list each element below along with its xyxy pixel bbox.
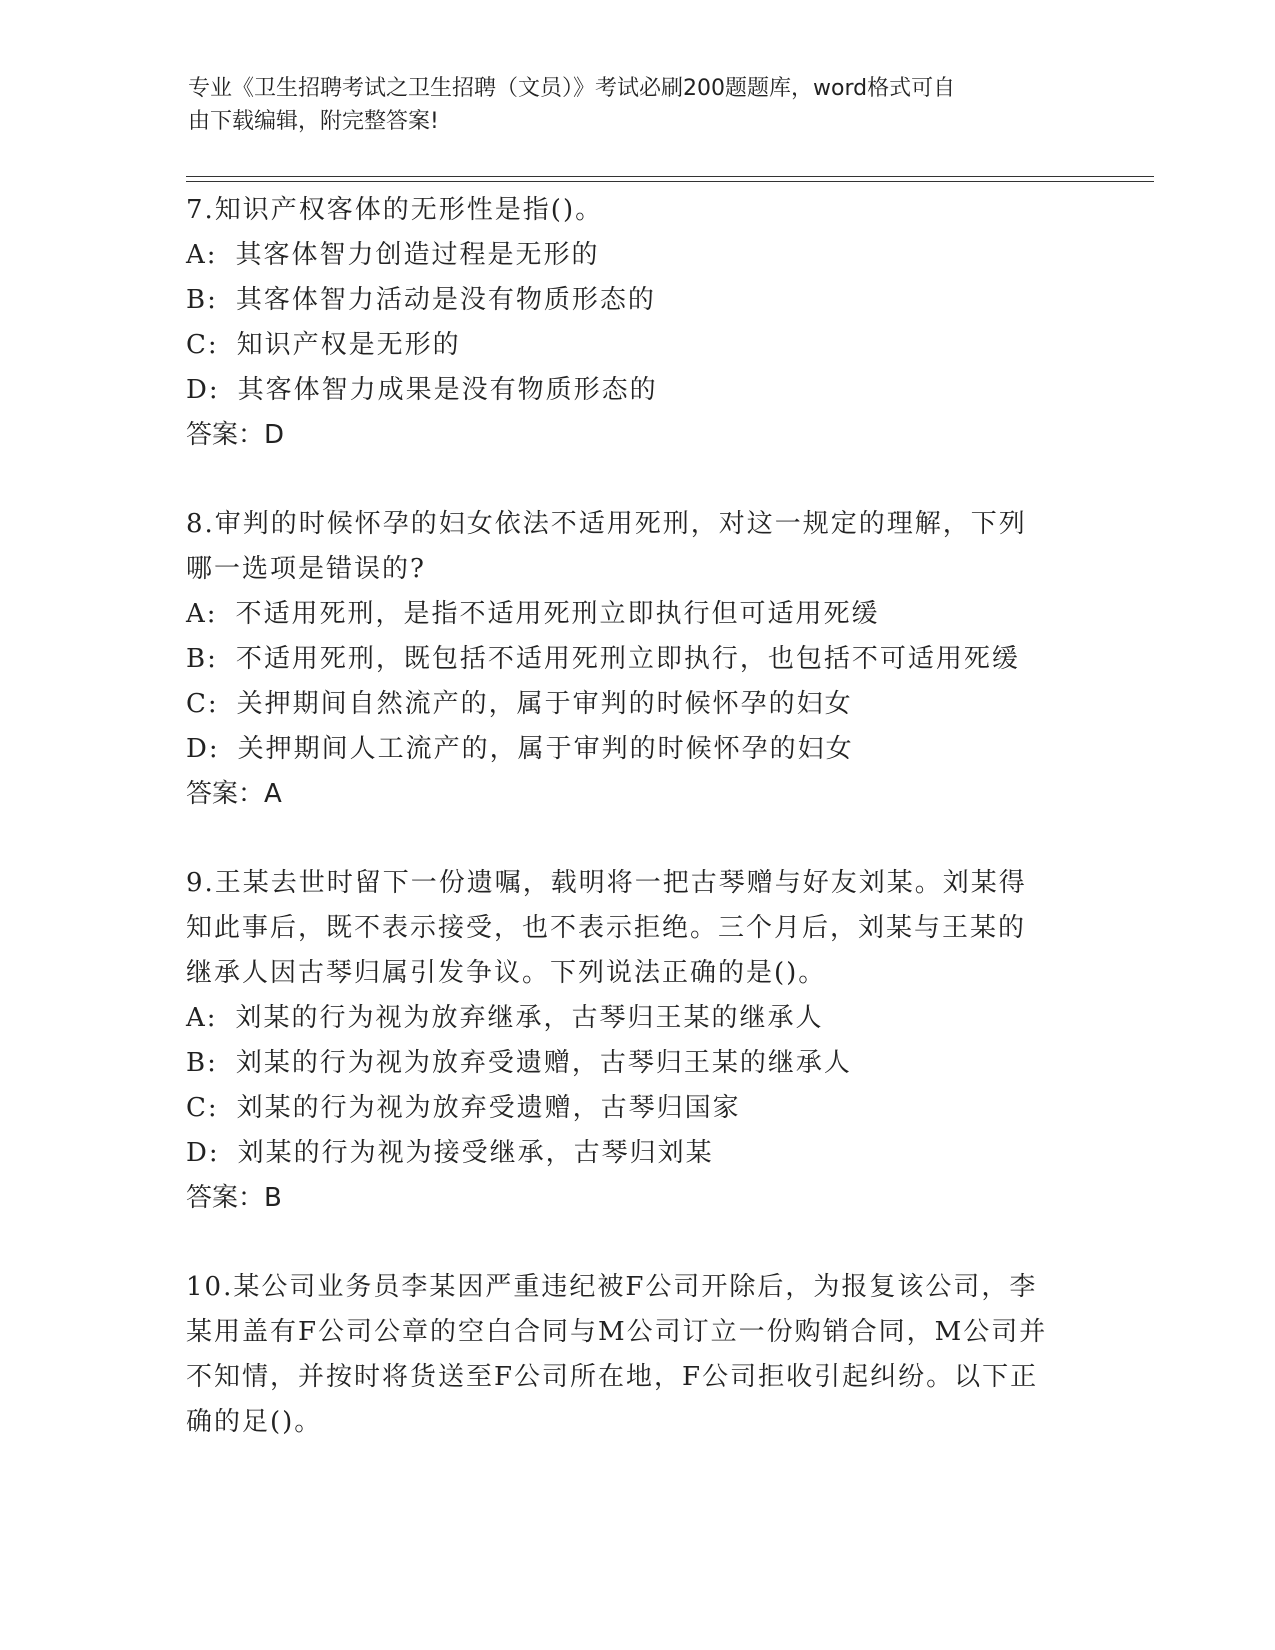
question-stem-line: 10.某公司业务员李某因严重违纪被F公司开除后，为报复该公司，李 — [186, 1272, 1038, 1302]
question-stem-line: 哪一选项是错误的? — [186, 554, 426, 584]
question-stem-line: 确的足()。 — [186, 1407, 323, 1437]
option-text: 其客体智力活动是没有物质形态的 — [235, 285, 656, 315]
header-divider — [186, 176, 1154, 182]
option-b — [186, 278, 1086, 323]
option-key: A: — [186, 599, 218, 629]
option-text: 关押期间人工流产的，属于审判的时候怀孕的妇女 — [237, 734, 854, 764]
option-a — [186, 592, 1086, 637]
option-text: 不适用死刑，既包括不适用死刑立即执行，也包括不可适用死缓 — [235, 644, 1020, 674]
question-stem-line: 7.知识产权客体的无形性是指()。 — [186, 195, 604, 225]
option-d — [186, 1131, 1086, 1176]
option-text: 关押期间自然流产的，属于审判的时候怀孕的妇女 — [236, 689, 853, 719]
option-c — [186, 323, 1086, 368]
question-8 — [186, 502, 1086, 817]
option-key: A: — [186, 1003, 218, 1033]
option-d — [186, 368, 1086, 413]
question-list — [186, 188, 1086, 1489]
option-key: B: — [186, 644, 218, 674]
question-stem-line: 知此事后，既不表示接受，也不表示拒绝。三个月后，刘某与王某的 — [186, 913, 1027, 943]
option-a — [186, 996, 1086, 1041]
answer-line: 答案：B — [186, 1183, 282, 1213]
option-text: 刘某的行为视为放弃受遗赠，古琴归王某的继承人 — [235, 1048, 852, 1078]
option-key: D: — [186, 375, 220, 405]
option-text: 不适用死刑，是指不适用死刑立即执行但可适用死缓 — [235, 599, 880, 629]
option-c — [186, 682, 1086, 727]
option-b — [186, 1041, 1086, 1086]
option-b — [186, 637, 1086, 682]
answer-line: 答案：D — [186, 420, 285, 450]
option-c — [186, 1086, 1086, 1131]
question-7 — [186, 188, 1086, 458]
question-9 — [186, 861, 1086, 1221]
question-stem-line: 8.审判的时候怀孕的妇女依法不适用死刑，对这一规定的理解，下列 — [186, 509, 1027, 539]
option-key: D: — [186, 734, 220, 764]
header-line-1: 专业《卫生招聘考试之卫生招聘（文员）》考试必刷200题题库，word格式可自 — [188, 76, 956, 101]
option-text: 其客体智力创造过程是无形的 — [235, 240, 600, 270]
option-key: B: — [186, 1048, 218, 1078]
option-d — [186, 727, 1086, 772]
question-stem-line: 某用盖有F公司公章的空白合同与M公司订立一份购销合同，M公司并 — [186, 1317, 1048, 1347]
option-key: A: — [186, 240, 218, 270]
question-stem-line: 继承人因古琴归属引发争议。下列说法正确的是()。 — [186, 958, 827, 988]
option-key: C: — [186, 689, 219, 719]
option-text: 刘某的行为视为放弃继承，古琴归王某的继承人 — [235, 1003, 824, 1033]
answer-line: 答案：A — [186, 779, 282, 809]
option-text: 刘某的行为视为放弃受遗赠，古琴归国家 — [236, 1093, 741, 1123]
option-text: 知识产权是无形的 — [236, 330, 461, 360]
option-key: C: — [186, 1093, 219, 1123]
document-header — [188, 72, 1088, 138]
option-key: B: — [186, 285, 218, 315]
option-text: 刘某的行为视为接受继承，古琴归刘某 — [237, 1138, 714, 1168]
option-text: 其客体智力成果是没有物质形态的 — [237, 375, 658, 405]
question-stem-line: 9.王某去世时留下一份遗嘱，载明将一把古琴赠与好友刘某。刘某得 — [186, 868, 1027, 898]
header-line-2: 由下载编辑，附完整答案! — [188, 109, 439, 134]
option-key: D: — [186, 1138, 220, 1168]
question-stem-line: 不知情，并按时将货送至F公司所在地，F公司拒收引起纠纷。以下正 — [186, 1362, 1039, 1392]
option-key: C: — [186, 330, 219, 360]
option-a — [186, 233, 1086, 278]
question-10 — [186, 1265, 1086, 1445]
